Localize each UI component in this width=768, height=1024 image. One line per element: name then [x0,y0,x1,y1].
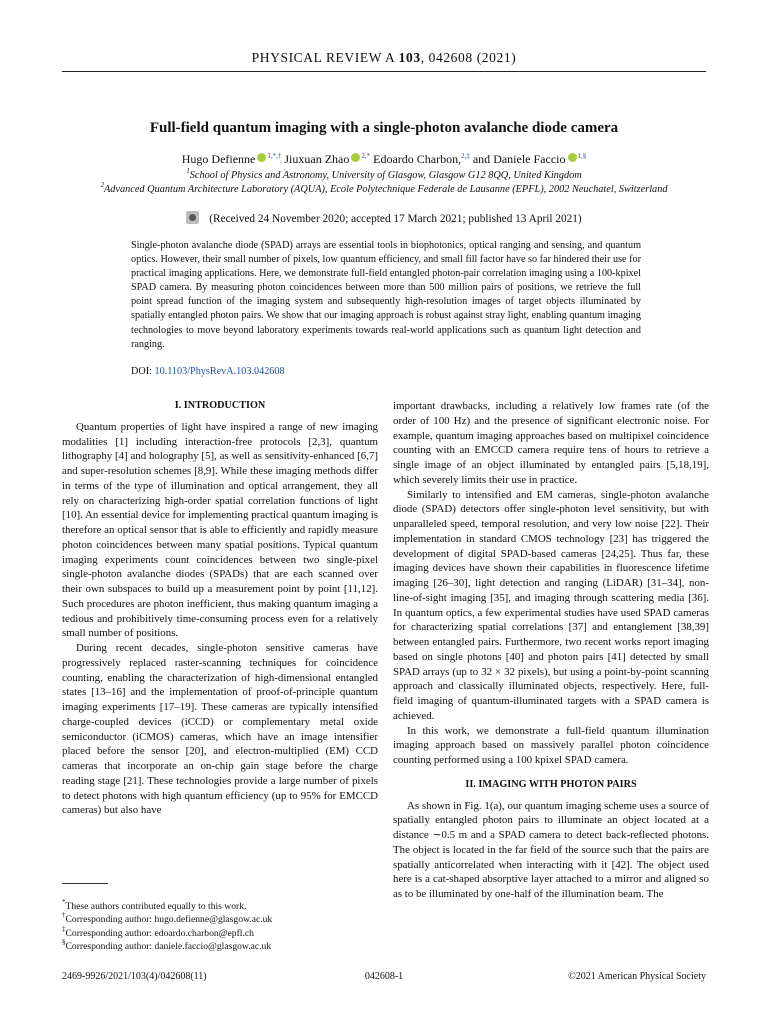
body-paragraph: In this work, we demonstrate a full-field quantum illumination imaging approach based on massively parallel photon coincidence counting performed using a 100 kpixel SPAD camera. [393,724,709,766]
doi-label: DOI: [131,366,152,377]
body-paragraph: important drawbacks, including a relatively low frames rate (of the order of 100 Hz) and the presence of significant electronic noise. For example, quantum imaging approaches based on multipixel coincidence counting with an EMCCD camera require tens of hours to retrieve a single image of an object illuminated by entangled pairs [5,18,19], which severely limits their use in practice. [393,400,709,486]
author-marks[interactable]: 2,* [361,152,371,160]
body-paragraph: Similarly to intensified and EM cameras, single-photon avalanche diode (SPAD) detectors offer single-photon level sensitivity, but with unparalleled speed, temporal resolution, and very low noise [22]. Their implementation in standard CMOS technology [23] has triggered the development of digital SPAD-based cameras [24,25]. Thus far, these imaging devices have shown their capabilities in fluorescence lifetime imaging [26–30], light detection and ranging (LiDAR) [31–34], non-line-of-sight imaging [35], and imaging through scattering media [36]. In quantum optics, a few experimental studies have used SPAD cameras for characterizing spatial correlations [37] and entanglement [38,39] between entangled pairs. Furthermore, two recent works report imaging based on single photons [40] and photon pairs [41] detected by small SPAD arrays (up to 32 × 32 pixels), but using a point-by-point scanning approach and classically illuminated objects, respectively. Here, full-field imaging of quantum-illuminated targets with a SPAD camera is achieved. [393,488,709,722]
affiliation-1 [20,167,748,181]
body-paragraph: Quantum properties of light have inspired a range of new imaging modalities [1] including interaction-free protocols [2,3], quantum lithography [4] and holography [5], as well as sensitivity-enhanced [6,7] and super-resolution schemes [8,9]. While these imaging methods differ in terms of the type of illumination and optical arrangement, they all rely on characterizing high-order spatial correlation functions of light [10]. An essential device for implementing practical quantum imaging is therefore an optical sensor that is able to efficiently and rapidly measure photon coincidences between many spatial positions. Typical quantum imaging experiments count coincidences between two single-pixel single-photon avalanche diodes (SPADs) that are each scanned over their own subspaces to build up a measurement point by point [11,12]. Such procedures are photon inefficient, thus making quantum imaging a tedious and prohibitively time-consuming process even for a relatively small number of positions. [62,420,378,640]
journal-volume: 103 [398,50,421,65]
running-head [62,50,706,72]
check-for-updates-icon[interactable] [186,211,199,224]
footnote [62,940,378,953]
footnote-mark: ‡ [62,924,66,933]
doi-link[interactable]: 10.1103/PhysRevA.103.042608 [154,366,285,377]
footnote-text: These authors contributed equally to this work. [65,901,247,912]
footer-copyright: ©2021 American Physical Society [568,971,706,982]
orcid-icon[interactable] [257,153,266,162]
author-connector: and [472,152,491,166]
affiliation-2 [20,181,748,195]
footnotes [62,900,378,954]
orcid-icon[interactable] [568,153,577,162]
paper-title: Full-field quantum imaging with a single-photon avalanche diode camera [149,120,619,136]
footnote-mark: * [62,898,66,906]
article-number-year: , 042608 (2021) [420,50,517,65]
footnote-text[interactable]: Corresponding author: hugo.defienne@glasgow.ac.uk [65,914,273,926]
author-name: Edoardo Charbon, [373,152,462,166]
affiliation-number: 2 [100,181,104,189]
author-marks[interactable]: 1,*,† [267,152,282,160]
author-name: Hugo Defienne [181,152,256,166]
right-column [393,399,709,902]
body-paragraph: As shown in Fig. 1(a), our quantum imaging scheme uses a source of spatially entangled photon pairs to illuminate an object located at a distance ∼0.5 m and a SPAD camera to detect back-reflected photons. The object is located in the far field of the source such that the pairs are spatially anticorrelated when interacting with it [42]. The object used here is a cat-shaped absorptive layer attached to a mirror and aligned so as to be illuminated by one-half of the illumination beam. The [393,799,709,900]
footnote [62,900,378,913]
author-name: Daniele Faccio [493,152,566,166]
author-marks[interactable]: 2,‡ [461,152,470,160]
footnote [62,913,378,926]
footnote-text[interactable]: Corresponding author: edoardo.charbon@epfl.ch [65,927,254,939]
received-text: (Received 24 November 2020; accepted 17 March 2021; published 13 April 2021) [209,213,582,225]
footer-page-number: 042608-1 [364,971,404,982]
footer-issn: 2469-9926/2021/103(4)/042608(11) [62,971,207,982]
affiliation-text: Advanced Quantum Architecture Laboratory (AQUA), Ecole Polytechnique Federale de Lausanne (EPFL), 2002 Neuchatel, Switzerland [103,184,668,195]
author-name: Jiuxuan Zhao [284,152,350,166]
left-column [62,399,378,818]
abstract: Single-photon avalanche diode (SPAD) arrays are essential tools in biophotonics, optical ranging and sensing, and quantum optics. However, their small number of pixels, low quantum efficiency, and small fill factor have so far hindered their use for practical imaging applications. Here, we demonstrate full-field entangled photon-pair correlation imaging using a 100-kpixel SPAD camera. By measuring photon coincidences between more than 500 million pairs of positions, we retrieve the full point spread function of the imaging system and subsequently high-resolution images of target objects illuminated by spatially entangled photon pairs. We show that our imaging approach is robust against stray light, enabling quantum imaging technologies to move beyond laboratory experiments towards real-world applications such as quantum light detection and ranging. [131,240,641,350]
affiliation-text: School of Physics and Astronomy, University of Glasgow, Glasgow G12 8QQ, United Kingdom [189,170,582,181]
journal-name: PHYSICAL REVIEW A [251,50,395,65]
affiliation-number: 1 [186,167,190,175]
section-heading-imaging: II. IMAGING WITH PHOTON PAIRS [465,778,637,790]
section-heading-introduction: I. INTRODUCTION [174,400,266,411]
footnote-text[interactable]: Corresponding author: daniele.faccio@glasgow.ac.uk [65,941,272,953]
author-marks[interactable]: 1,§ [577,152,587,160]
footnote-mark: † [62,911,66,920]
footnote-divider [62,883,108,884]
doi-line [131,366,285,377]
received-dates [62,211,706,225]
orcid-icon[interactable] [351,153,360,162]
footnote [62,924,378,940]
author-list [40,152,728,167]
body-paragraph: During recent decades, single-photon sensitive cameras have progressively replaced raster-scanning techniques for coincidence counting, enabling the characterization of high-dimensional entangled states [13–16] and the implementation of proof-of-principle quantum imaging experiments [17–19]. These cameras are typically intensified charge-coupled devices (iCCD) or complementary metal oxide semiconductor (iCMOS) cameras, which have an image intensifier placed before the sensor [20], and electron-multiplied (EM) CCD cameras that incorporate an on-chip gain stage before the charge reading stage [21]. These technologies provide a large number of pixels to detect photons with high quantum efficiency (up to 95% for EMCCD cameras) but also have [62,642,378,817]
footnote-mark: § [62,938,66,947]
